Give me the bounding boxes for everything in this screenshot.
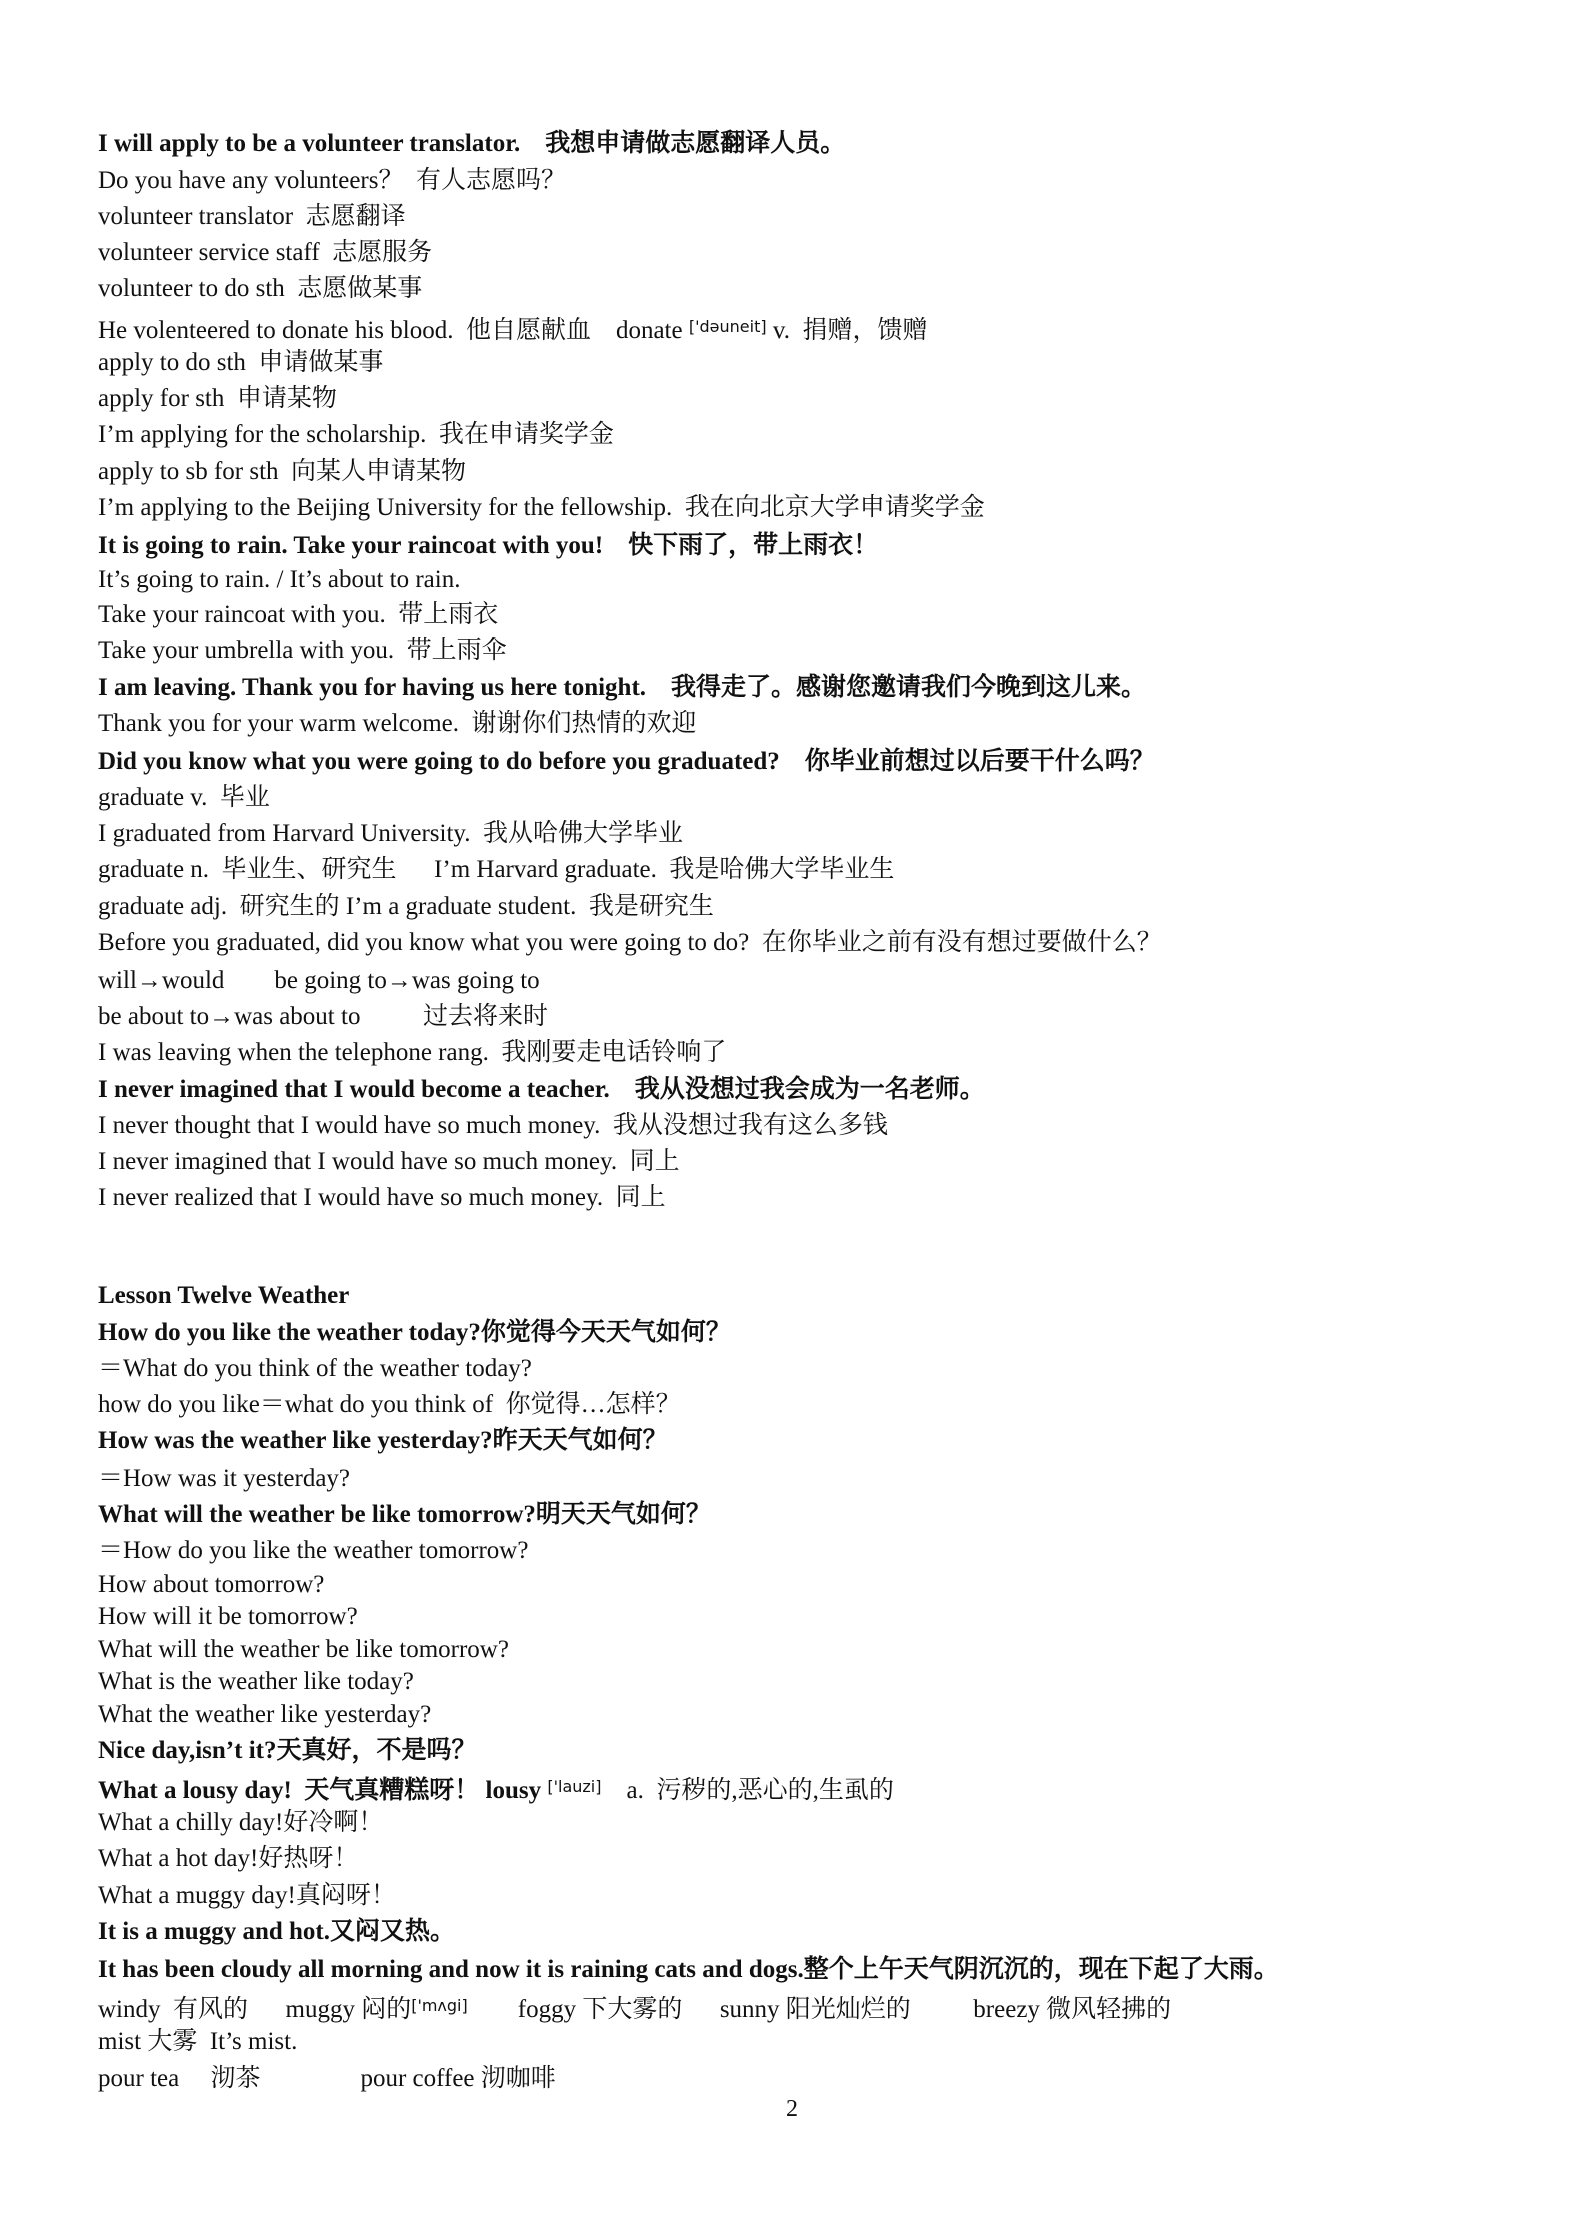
line-segment: How was the weather like yesterday?昨天天气如何？ — [98, 1427, 668, 1455]
line-segment: It has been cloudy all morning and now it is raining cats and dogs.整个上午天气阴沉沉的，现在下起了大雨。 — [98, 1955, 1279, 1983]
page-number: 2 — [786, 2096, 798, 2122]
text-line — [98, 747, 1155, 777]
text-line — [98, 709, 697, 739]
line-segment: What a hot day!好热呀！ — [98, 1845, 359, 1873]
text-line — [98, 531, 878, 561]
text-line — [98, 1075, 985, 1105]
line-segment: Take your umbrella with you. 带上雨伞 — [98, 636, 507, 664]
text-line — [98, 1536, 528, 1566]
line-segment: I’m applying to the Beijing University for the fellowship. 我在向北京大学申请奖学金 — [98, 494, 985, 522]
text-line — [98, 238, 432, 268]
text-line — [98, 274, 422, 304]
line-segment: graduate adj. 研究生的 I’m a graduate student. 我是研究生 — [98, 893, 714, 921]
line-segment: I never imagined that I would have so much money. 同上 — [98, 1148, 680, 1176]
line-segment: graduate v. 毕业 — [98, 783, 270, 811]
line-segment: How will it be tomorrow? — [98, 1603, 358, 1631]
text-line — [98, 457, 466, 487]
text-line — [98, 1844, 358, 1874]
text-line — [98, 1700, 431, 1730]
text-line — [98, 673, 1146, 703]
line-segment: volunteer service staff 志愿服务 — [98, 239, 433, 267]
text-line — [98, 636, 507, 666]
text-line — [98, 1318, 731, 1348]
line-segment: What the weather like yesterday? — [98, 1701, 432, 1729]
line-segment: I am leaving. Thank you for having us here tonight. 我得走了。感谢您邀请我们今晚到这儿来。 — [98, 674, 1147, 702]
line-segment: What a muggy day!真闷呀！ — [98, 1882, 396, 1910]
text-line — [98, 1464, 350, 1494]
line-segment: What a lousy day! 天气真糟糕呀！ lousy — [98, 1777, 548, 1805]
text-line — [98, 384, 337, 414]
line-segment: apply for sth 申请某物 — [98, 384, 337, 412]
line-segment: how do you like＝what do you think of 你觉得…怎样？ — [98, 1391, 681, 1419]
text-line — [98, 2027, 297, 2057]
line-segment: pour tea 沏茶 pour coffee 沏咖啡 — [98, 2065, 556, 2093]
text-line — [98, 1183, 666, 1213]
line-segment: v. 捐赠，馈赠 — [766, 316, 928, 344]
phonetic-text: ['dəuneit] — [688, 316, 767, 336]
line-segment: It’s going to rain. / It’s about to rain. — [98, 566, 461, 594]
line-segment: I never realized that I would have so much money. 同上 — [98, 1184, 666, 1212]
text-line — [98, 819, 683, 849]
line-segment: It is going to rain. Take your raincoat with you! 快下雨了，带上雨衣！ — [98, 531, 879, 559]
line-segment: ＝How was it yesterday? — [98, 1464, 351, 1492]
line-segment: foggy 下大雾的 sunny 阳光灿烂的 breezy 微风轻拂的 — [467, 1995, 1172, 2023]
line-segment: How about tomorrow? — [98, 1571, 325, 1599]
line-segment: I never thought that I would have so much money. 我从没想过我有这么多钱 — [98, 1112, 888, 1140]
text-line — [98, 348, 383, 378]
phonetic-text: ['mʌgi] — [411, 1995, 468, 2015]
line-segment: He volenteered to donate his blood. 他自愿献血 donate — [98, 316, 689, 344]
text-line — [98, 1426, 668, 1456]
text-line — [98, 1808, 383, 1838]
line-segment: I was leaving when the telephone rang. 我刚要走电话铃响了 — [98, 1038, 727, 1066]
line-segment: Take your raincoat with you. 带上雨衣 — [98, 600, 499, 628]
text-line — [98, 1354, 532, 1384]
text-line — [98, 565, 460, 595]
text-line — [98, 1736, 476, 1766]
line-segment: I will apply to be a volunteer translator. 我想申请做志愿翻译人员。 — [98, 130, 846, 157]
line-segment: What will the weather be like tomorrow? — [98, 1636, 509, 1664]
line-segment: volunteer translator 志愿翻译 — [98, 203, 406, 231]
line-segment: What a chilly day!好冷啊！ — [98, 1809, 384, 1837]
line-segment: It is a muggy and hot.又闷又热。 — [98, 1918, 455, 1946]
line-segment: I’m applying for the scholarship. 我在申请奖学金 — [98, 420, 614, 448]
text-line — [98, 1147, 680, 1177]
text-line — [98, 966, 540, 996]
text-line — [98, 1390, 681, 1420]
text-line — [98, 1917, 455, 1947]
text-line — [98, 129, 845, 159]
text-line — [98, 1002, 548, 1032]
text-line — [98, 1881, 396, 1911]
line-segment: Nice day,isn’t it?天真好，不是吗？ — [98, 1737, 477, 1765]
line-segment: How do you like the weather today?你觉得今天天气如何？ — [98, 1319, 731, 1347]
line-segment: ＝What do you think of the weather today? — [98, 1355, 532, 1383]
line-segment: Before you graduated, did you know what you were going to do? 在你毕业之前有没有想过要做什么？ — [98, 929, 1162, 957]
text-line — [98, 1038, 726, 1068]
text-line — [98, 1500, 711, 1530]
line-segment: ＝How do you like the weather tomorrow? — [98, 1536, 529, 1564]
text-line — [98, 1111, 888, 1141]
line-segment: windy 有风的 muggy 闷的 — [98, 1995, 412, 2023]
text-line — [98, 1281, 349, 1311]
line-segment: will→would be going to→was going to — [98, 966, 540, 994]
text-line — [98, 1991, 1171, 2025]
text-line — [98, 1772, 894, 1806]
line-segment: mist 大雾 It’s mist. — [98, 2027, 298, 2055]
text-line — [98, 855, 894, 885]
text-line — [98, 202, 406, 232]
text-line — [98, 493, 985, 523]
text-line — [98, 783, 270, 813]
text-line — [98, 420, 614, 450]
text-line — [98, 928, 1162, 958]
line-segment: I never imagined that I would become a teacher. 我从没想过我会成为一名老师。 — [98, 1076, 985, 1104]
line-segment: Do you have any volunteers？ 有人志愿吗？ — [98, 167, 566, 195]
line-segment: What is the weather like today? — [98, 1667, 414, 1695]
line-segment: Thank you for your warm welcome. 谢谢你们热情的欢迎 — [98, 710, 697, 738]
line-segment: I graduated from Harvard University. 我从哈佛大学毕业 — [98, 819, 684, 847]
line-segment: graduate n. 毕业生、研究生 I’m Harvard graduate. 我是哈佛大学毕业生 — [98, 855, 895, 883]
text-line — [98, 1635, 509, 1665]
line-segment: What will the weather be like tomorrow?明天天气如何？ — [98, 1500, 711, 1528]
text-line — [98, 1955, 1279, 1985]
line-segment: Did you know what you were going to do before you graduated? 你毕业前想过以后要干什么吗？ — [98, 747, 1155, 775]
line-segment: apply to do sth 申请做某事 — [98, 348, 384, 376]
line-segment: be about to→was about to 过去将来时 — [98, 1002, 548, 1030]
line-segment: Lesson Twelve Weather — [98, 1282, 350, 1309]
line-segment: volunteer to do sth 志愿做某事 — [98, 275, 423, 303]
text-line — [98, 600, 498, 630]
text-line — [98, 166, 566, 196]
line-segment: apply to sb for sth 向某人申请某物 — [98, 458, 467, 486]
text-line — [98, 2064, 556, 2094]
text-line — [98, 892, 714, 922]
text-line — [98, 312, 927, 346]
line-segment: a. 污秽的,恶心的,生虱的 — [601, 1777, 894, 1805]
text-line — [98, 1667, 414, 1697]
text-line — [98, 1602, 358, 1632]
text-line — [98, 1570, 324, 1600]
phonetic-text: ['lauzi] — [547, 1777, 602, 1797]
